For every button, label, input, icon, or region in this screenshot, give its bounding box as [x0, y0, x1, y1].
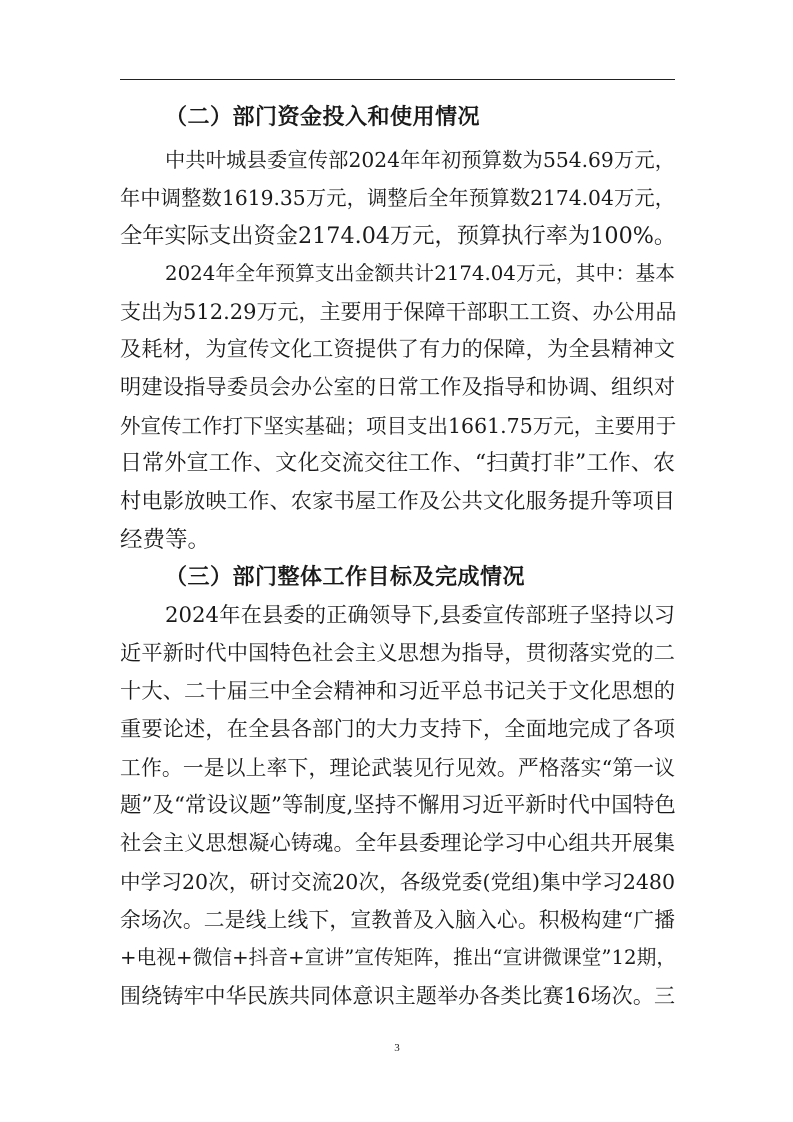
- paragraph-line: 2024年全年预算支出金额共计2174.04万元，其中：基本: [165, 262, 675, 285]
- paragraph-line: 全年实际支出资金2174.04万元，预算执行率为100%。: [120, 223, 677, 249]
- page-number: 3: [394, 1042, 400, 1054]
- paragraph-line: +电视+微信+抖音+宣讲”宣传矩阵，推出“宣讲微课堂”12期，: [120, 946, 677, 969]
- paragraph-line: 余场次。二是线上线下，宣教普及入脑入心。积极构建“广播: [120, 908, 675, 932]
- section-heading-2: （二）部门资金投入和使用情况: [165, 105, 481, 130]
- paragraph-line: 围绕铸牢中华民族共同体意识主题举办各类比赛16场次。三: [120, 984, 675, 1008]
- paragraph-line: 支出为512.29万元，主要用于保障干部职工工资、办公用品: [120, 300, 677, 324]
- paragraph-line: 2024年在县委的正确领导下,县委宣传部班子坚持以习: [165, 603, 675, 628]
- header-rule: [120, 79, 675, 80]
- paragraph-line: 明建设指导委员会办公室的日常工作及指导和协调、组织对: [120, 375, 675, 400]
- paragraph-line: 经费等。: [120, 527, 211, 553]
- paragraph-line: 外宣传工作打下坚实基础；项目支出1661.75万元，主要用于: [120, 414, 677, 438]
- paragraph-line: 村电影放映工作、农家书屋工作及公共文化服务提升等项目: [120, 489, 675, 514]
- paragraph-line: 中学习20次，研讨交流20次，各级党委(党组)集中学习2480: [120, 870, 675, 894]
- paragraph-line: 十大、二十届三中全会精神和习近平总书记关于文化思想的: [120, 679, 675, 704]
- paragraph-line: 近平新时代中国特色社会主义思想为指导，贯彻落实党的二: [120, 641, 675, 666]
- paragraph-line: 年中调整数1619.35万元，调整后全年预算数2174.04万元，: [120, 186, 675, 210]
- paragraph-line: 重要论述，在全县各部门的大力支持下，全面地完成了各项: [120, 717, 675, 742]
- paragraph-line: 工作。一是以上率下，理论武装见行见效。严格落实“第一议: [120, 756, 675, 780]
- paragraph-line: 社会主义思想凝心铸魂。全年县委理论学习中心组共开展集: [120, 831, 675, 856]
- section-heading-3: （三）部门整体工作目标及完成情况: [165, 565, 526, 590]
- paragraph-line: 及耗材，为宣传文化工资提供了有力的保障，为全县精神文: [120, 337, 675, 362]
- paragraph-line: 中共叶城县委宣传部2024年年初预算数为554.69万元，: [165, 148, 675, 172]
- paragraph-line: 日常外宣工作、文化交流交往工作、“扫黄打非”工作、农: [120, 451, 675, 476]
- paragraph-line: 题”及“常设议题”等制度,坚持不懈用习近平新时代中国特色: [120, 793, 676, 818]
